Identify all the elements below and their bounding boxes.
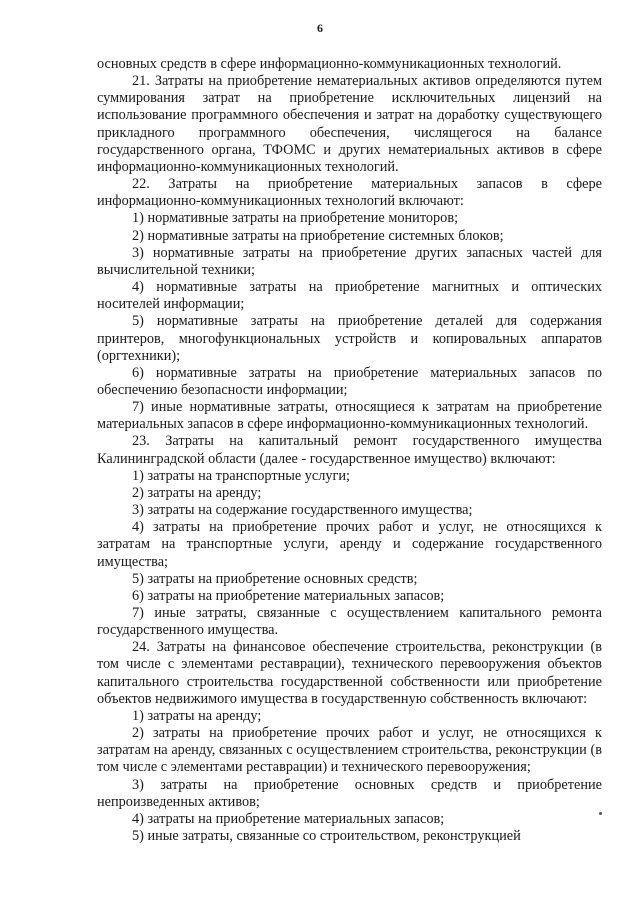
paragraph: 5) затраты на приобретение основных средств; [132,570,418,587]
paragraph: 6) затраты на приобретение материальных запасов; [132,587,445,604]
paragraph: 3) затраты на приобретение основных средств и приобретение непроизведенных активов; [97,776,602,810]
paragraph: 6) нормативные затраты на приобретение материальных запасов по обеспечению безопасности информации; [97,364,602,398]
paragraph: 2) затраты на приобретение прочих работ и услуг, не относящихся к затратам на аренду, связанных с осуществлением строительства, реконструкции (в том числе с элементами реставрации) и технического перевооружения; [97,725,602,776]
paragraph: 1) затраты на транспортные услуги; [132,467,351,484]
paragraph: 2) нормативные затраты на приобретение системных блоков; [132,227,504,244]
paragraph: 2) затраты на аренду; [132,484,262,501]
paragraph: 7) иные затраты, связанные с осуществлением капитального ремонта государственного имущества. [97,605,602,639]
document-body [97,56,602,845]
paragraph: основных средств в сфере информационно-коммуникационных технологий. [97,56,562,72]
paragraph: 23. Затраты на капитальный ремонт государственного имущества Калининградской области (далее - государственное имущество) включают: [97,433,602,467]
paragraph: 21. Затраты на приобретение нематериальных активов определяются путем суммирования затрат на приобретение исключительных лицензий на использование программного обеспечения и затрат на доработку существующего прикладного программного обеспечения, числящегося на балансе государственного органа, ТФОМС и других нематериальных активов в сфере информационно-коммуникационных технологий. [97,73,602,175]
paragraph: 24. Затраты на финансовое обеспечение строительства, реконструкции (в том числе с элементами реставрации), технического перевооружения объектов капитального строительства государственной собственности или приобретение объектов недвижимого имущества в государственную собственность включают: [97,639,602,707]
paragraph: 3) затраты на содержание государственного имущества; [132,502,473,519]
paragraph: 1) затраты на аренду; [132,707,262,724]
page-number: 6 [317,21,323,35]
paragraph: 5) нормативные затраты на приобретение деталей для содержания принтеров, многофункциональных устройств и копировальных аппаратов (оргтехники); [97,313,602,364]
paragraph: 4) нормативные затраты на приобретение магнитных и оптических носителей информации; [97,279,602,313]
paragraph: 3) нормативные затраты на приобретение других запасных частей для вычислительной техники; [97,244,602,278]
paragraph: 1) нормативные затраты на приобретение мониторов; [132,210,459,227]
paragraph: 4) затраты на приобретение материальных запасов; [132,810,445,827]
paragraph: 5) иные затраты, связанные со строительством, реконструкцией [132,828,521,845]
paragraph: 7) иные нормативные затраты, относящиеся к затратам на приобретение материальных запасов в сфере информационно-коммуникационных технологий. [97,399,602,433]
paragraph: 22. Затраты на приобретение материальных запасов в сфере информационно-коммуникационных технологий включают: [97,176,602,210]
paragraph: 4) затраты на приобретение прочих работ и услуг, не относящихся к затратам на транспортные услуги, аренду и содержание государственного имущества; [97,519,602,570]
